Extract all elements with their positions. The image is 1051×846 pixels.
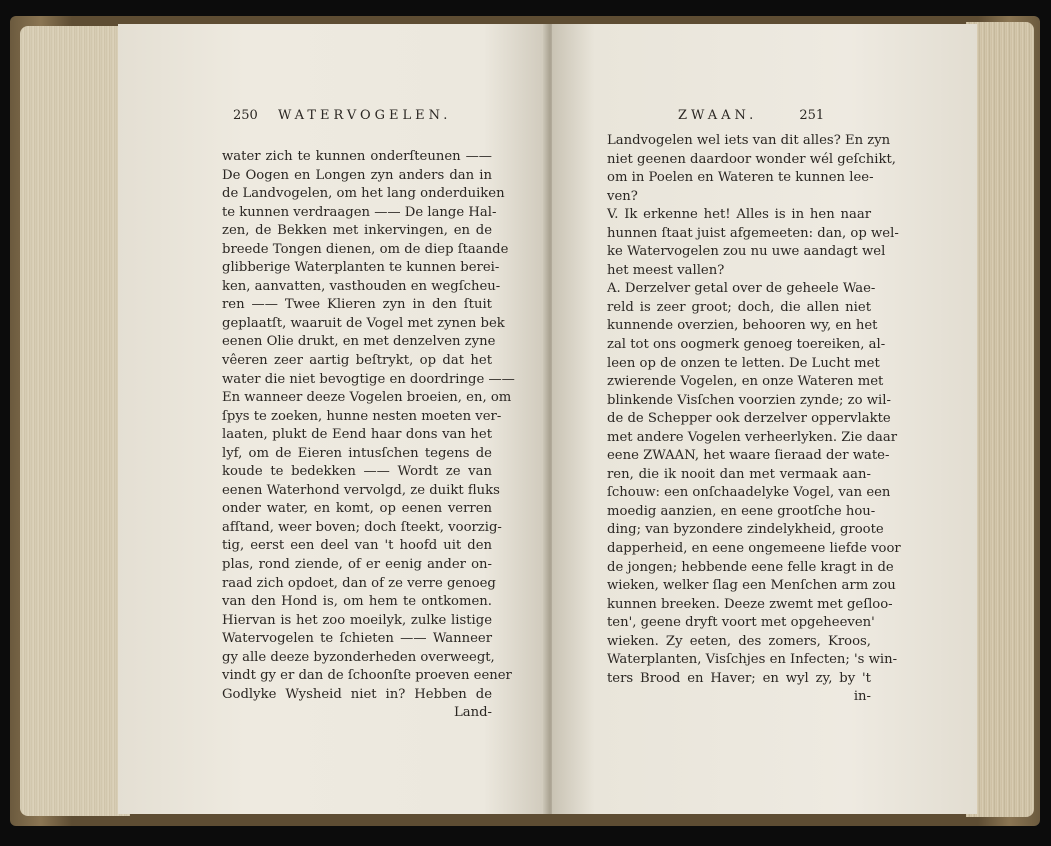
text-line: ters Brood en Haver; en wyl zy, by 't: [607, 670, 871, 686]
text-line: water die niet bevogtige en doordringe ——: [222, 371, 515, 387]
text-line: vêeren zeer aartig beſtrykt, op dat het: [222, 353, 492, 369]
text-line: niet geenen daardoor wonder wél geſchikt,: [607, 151, 896, 167]
text-line: leen op de onzen te letten. De Lucht met: [607, 355, 880, 371]
right-page-number: 251: [799, 108, 825, 123]
right-running-head: ZWAAN.: [678, 108, 758, 123]
text-line: raad zich opdoet, dan of ze verre genoeg: [222, 575, 496, 591]
text-line: breede Tongen dienen, om de diep ſtaande: [222, 241, 509, 257]
text-line: ren —— Twee Klieren zyn in den ſtuit: [222, 297, 492, 313]
text-line: moedig aanzien, en eene grootſche hou-: [607, 503, 876, 519]
text-line: van den Hond is, om hem te ontkomen.: [222, 594, 492, 610]
text-line: eenen Olie drukt, en met denzelven zyne: [222, 334, 496, 350]
right-page-header: [678, 108, 824, 123]
text-line: in-: [853, 689, 871, 705]
text-line: plas, rond ziende, of er eenig ander on-: [222, 557, 492, 573]
text-line: glibberige Waterplanten te kunnen berei-: [222, 260, 500, 276]
text-line: reld is zeer groot; doch, die allen niet: [607, 299, 871, 315]
right-page: [552, 24, 977, 814]
text-line: ten', geene dryft voort met opgeheeven': [607, 615, 875, 631]
text-line: Hiervan is het zoo moeilyk, zulke listige: [222, 612, 492, 628]
text-line: afſtand, weer boven; doch ſteekt, voorzig-: [222, 519, 502, 535]
text-line: ſpys te zoeken, hunne nesten moeten ver-: [222, 408, 502, 424]
text-line: wieken. Zy eeten, des zomers, Kroos,: [607, 633, 871, 649]
text-line: met andere Vogelen verheerlyken. Zie daar: [607, 429, 898, 445]
text-line: ke Watervogelen zou nu uwe aandagt wel: [607, 244, 886, 260]
right-page-text: [607, 132, 901, 707]
text-line: De Oogen en Longen zyn anders dan in: [222, 167, 492, 183]
text-line: de jongen; hebbende eene felle kragt in de: [607, 559, 894, 575]
left-page-number: 250: [233, 108, 258, 123]
text-line: lyf, om de Eieren intusſchen tegens de: [222, 445, 492, 461]
text-line: ding; van byzondere zindelykheid, groote: [607, 522, 884, 538]
text-line: geplaatſt, waaruit de Vogel met zynen bek: [222, 315, 505, 331]
text-line: eenen Waterhond vervolgd, ze duikt fluks: [222, 482, 500, 498]
text-line: zal tot ons oogmerk genoeg toereiken, al-: [607, 337, 886, 353]
text-line: de Landvogelen, om het lang onderduiken: [222, 186, 505, 202]
text-line: Landvogelen wel iets van dit alles? En zyn: [607, 133, 891, 148]
text-line: om in Poelen en Wateren te kunnen lee-: [607, 170, 874, 186]
text-line: dapperheid, en eene ongemeene liefde voor: [607, 541, 901, 557]
text-line: water zich te kunnen onderſteunen ——: [222, 149, 492, 164]
text-line: wieken, welker ſlag een Menſchen arm zou: [607, 578, 896, 594]
text-line: laaten, plukt de Eend haar dons van het: [222, 427, 492, 443]
text-line: ken, aanvatten, vasthouden en wegſcheu-: [222, 278, 501, 294]
text-line: Land-: [453, 705, 492, 721]
text-line: ſchouw: een onſchaadelyke Vogel, van een: [607, 485, 891, 501]
text-line: ren, die ik nooit dan met vermaak aan-: [607, 466, 871, 482]
text-line: de de Schepper ook derzelver oppervlakte: [607, 411, 891, 427]
text-line: Waterplanten, Visſchjes en Infecten; 's win-: [607, 652, 898, 668]
text-line: Watervogelen te ſchieten —— Wanneer: [222, 631, 492, 647]
text-line: vindt gy er dan de ſchoonſte proeven eener: [222, 668, 512, 684]
text-line: Godlyke Wysheid niet in? Hebben de: [222, 686, 492, 702]
text-line: kunnen breeken. Deeze zwemt met geſloo-: [607, 596, 893, 612]
text-line: eene ZWAAN, het waare ſieraad der wate-: [607, 448, 890, 464]
text-line: ven?: [607, 188, 638, 204]
text-line: A. Derzelver getal over de geheele Wae-: [607, 281, 876, 297]
text-line: het meest vallen?: [607, 262, 725, 278]
left-page: [118, 24, 548, 814]
left-page-text: [222, 148, 515, 723]
text-line: En wanneer deeze Vogelen broeien, en, om: [222, 390, 512, 406]
text-line: zwierende Vogelen, en onze Wateren met: [607, 374, 884, 390]
text-line: kunnende overzien, behooren wy, en het: [607, 318, 878, 334]
text-line: V. Ik erkenne het! Alles is in hen naar: [607, 207, 871, 223]
left-page-edges: [20, 26, 130, 816]
text-line: koude te bedekken —— Wordt ze van: [222, 464, 492, 480]
text-line: tig, eerst een deel van 't hoofd uit den: [222, 538, 492, 554]
text-line: te kunnen verdraagen —— De lange Hal-: [222, 204, 497, 220]
text-line: hunnen ſtaat juist afgemeeten: dan, op wel-: [607, 225, 899, 241]
text-line: zen, de Bekken met inkervingen, en de: [222, 223, 492, 239]
text-line: gy alle deeze byzonderheden overweegt,: [222, 649, 495, 665]
left-page-header: [233, 108, 451, 123]
text-line: blinkende Visſchen voorzien zynde; zo wil-: [607, 392, 891, 408]
text-line: onder water, en komt, op eenen verren: [222, 501, 492, 517]
left-running-head: WATERVOGELEN.: [277, 108, 452, 123]
